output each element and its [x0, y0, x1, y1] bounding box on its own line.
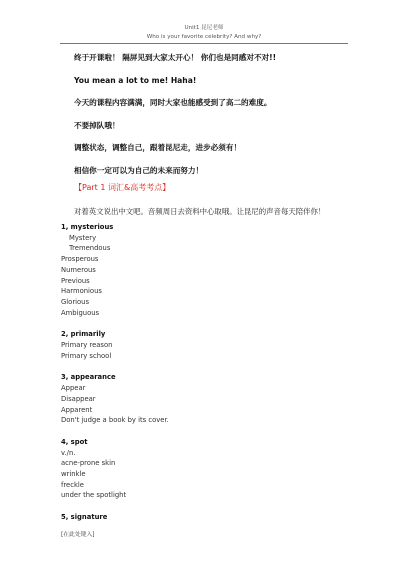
vocab-word: Previous [61, 276, 90, 285]
vocab-word: Primary reason [61, 341, 113, 350]
vocab-word: v./n. [61, 448, 76, 457]
vocab-group-heading: 3, appearance [61, 373, 116, 382]
intro-line: 不要掉队哦！ [74, 120, 120, 130]
vocab-word: Glorious [61, 297, 90, 306]
vocab-word: Numerous [61, 265, 96, 274]
intro-line: You mean a lot to me! Haha! [74, 75, 197, 85]
vocabulary-list [61, 222, 361, 523]
vocab-word: Appear [61, 384, 86, 393]
section-title: 【Part 1 词汇&高考考点】 [74, 183, 171, 192]
header-divider [60, 43, 348, 44]
intro-line: 终于开课啦！ 隔屏见到大家太开心！ 你们也是同感对不对!! [74, 53, 277, 62]
header-title: Unit1 昆尼老师 [184, 25, 224, 31]
vocab-group-heading: 1, mysterious [61, 223, 114, 231]
vocab-word: Prosperous [61, 255, 99, 264]
intro-line: 调整状态，调整自己，跟着昆尼走，进步必须有！ [74, 143, 242, 153]
vocab-word: Tremendous [69, 244, 111, 253]
type-here-placeholder[interactable]: [在此处键入] [61, 532, 95, 538]
page-header [0, 24, 408, 41]
vocab-word: Mystery [69, 233, 97, 242]
intro-line: 今天的课程内容满满，同时大家也能感受到了高二的难度。 [74, 98, 272, 108]
vocab-word: freckle [61, 480, 84, 489]
vocab-group-heading: 5, signature [61, 513, 108, 522]
vocab-word: wrinkle [61, 470, 86, 479]
header-subtitle: Who is your favorite celebrity? And why? [146, 33, 262, 40]
vocab-word: Disappear [61, 394, 96, 403]
intro-line: 相信你一定可以为自己的未来而努力！ [74, 165, 204, 175]
vocab-word: Ambiguous [61, 308, 100, 317]
vocab-group [61, 512, 361, 523]
vocab-word: acne-prone skin [61, 459, 116, 468]
instruction-text: 对着英文说出中文吧。音频周日去资料中心取哦。让昆尼的声音每天陪伴你！ [74, 207, 326, 216]
vocab-word: Harmonious [61, 287, 102, 296]
vocab-group-heading: 4, spot [61, 437, 88, 446]
vocab-group [61, 372, 361, 426]
intro-block [74, 53, 374, 176]
vocab-word: Don't judge a book by its cover. [61, 416, 169, 425]
vocab-word: Primary school [61, 351, 112, 360]
vocab-word: under the spotlight [61, 491, 127, 500]
vocab-word: Apparent [61, 405, 93, 414]
vocab-group [61, 329, 361, 361]
vocab-group [61, 437, 361, 501]
vocab-group-heading: 2, primarily [61, 330, 106, 339]
vocab-group [61, 222, 361, 318]
